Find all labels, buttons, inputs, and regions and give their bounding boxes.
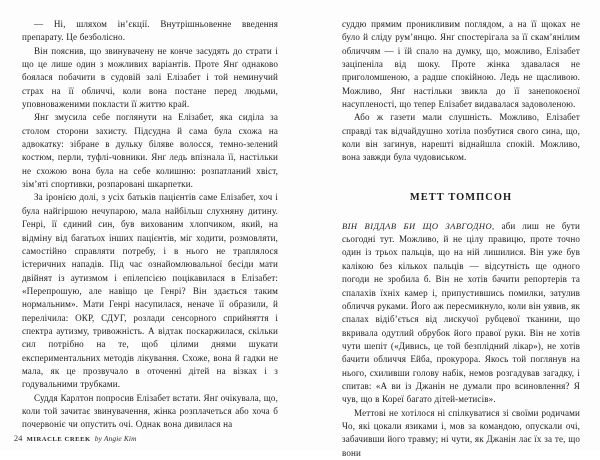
left-page-column: [0, 0, 300, 451]
footer-byline: by Angie Kim: [94, 434, 137, 443]
opening-paragraph-rest: аби лиш не бути сьогодні тут. Можливо, й не цілу правицю, проте точно один із трьох пальців, що на ній лишилися. Він уже був калікою без кількох пальців — відсутність ще одного погоди не зробила б. Він не хотів бачити репортерів та спалахів їхніх камер і, припустившись помилки, затулив обличчя руками. Його аж пересмикнуло, коли він уявив, як спалах відіб’ється від лискучої рубцевої тканини, що вкривала одутлий обрубок його правої руки. Він не хотів чути шепіт («Дивись, це той безплідний лікар»), не хотів бачити обличчя Ейба, прокурора. Якось той поглянув на нього, схиливши голову набік, немов розгадував загадку, і спитав: «А ви із Джанін не думали про всиновлення? Я чув, що в Кореї багато дітей-метисів».: [342, 220, 581, 405]
folio-page-number: 24: [14, 434, 23, 443]
chapter-opening-paragraph: [342, 220, 580, 407]
right-column-body-bottom: [342, 220, 580, 460]
footer-book-title: MIRACLE CREEK: [26, 436, 91, 443]
right-column-body-top: [342, 18, 580, 165]
paragraph-continued: суддю прямим проникливим поглядом, а на її щоках не було й сліду рум’янцю. Янґ спостерігала за її скам’янілим обличчям — і їй спало на думку, що, можливо, Елізабет заціпеніла від шоку. Проте жінка здавалася не приголомшеною, а радше спокійною. Ледь не щасливою. Можливо, Янґ настільки звикла до її занепокоєної насупленості, що тепер Елізабет видавалася задоволеною.: [342, 19, 580, 110]
left-column-body: [22, 18, 278, 432]
page-footer: [14, 434, 137, 443]
paragraph: Або ж газети мали слушність. Можливо, Елізабет справді так відчайдушно хотіла позбутися свого сина, що, коли він загинув, нарешті віднайшла спокій. Можливо, вона завжди була чудовиськом.: [342, 112, 580, 163]
paragraph: Меттові не хотілося ні спілкуватися зі своїми родичами Чо, які цокали язиками і, мов за командою, опускали очі, забачивши його травму; ні чути, як Джанін лає їх за те, що вони: [342, 407, 580, 458]
paragraph: Янґ змусила себе поглянути на Елізабет, яка сиділа за столом сторони захисту. Підсудна й сама була схожа на адвокатку: зібране в дульку біляве волосся, темно-зелений костюм, перли, туфлі-човники. Янґ ледь впізнала її, настільки не схожою вона була на себе колишню: розпатланий хвіст, зім’яті спортивки, розпаровані шкарпетки.: [22, 112, 278, 190]
chapter-heading: МЕТТ ТОМПСОН: [409, 191, 513, 203]
paragraph: Суддя Карлтон попросив Елізабет встати. Янґ очікувала, що, коли той зачитає звинувачення, жінка розплачеться або хоча б почервоніє чи опустить очі. Однак вона дивилася на: [22, 392, 278, 430]
right-page-column: [300, 0, 600, 458]
paragraph: Він пояснив, що звинувачену не конче засудять до страти і що це лише один з можливих варіантів. Проте Янґ однаково боялася побачити в судовій залі Елізабет і той неминучий страх на її обличчі, коли вона постане перед людьми, уповноваженими покласти її життю край.: [22, 45, 278, 110]
paragraph: — Ні, шляхом ін’єкції. Внутрішньовенне введення препарату. Це безболісно.: [22, 19, 278, 43]
opening-small-caps: ВІН ВІДДАВ БИ ЩО ЗАВГОДНО,: [342, 220, 495, 231]
paragraph: За іронією долі, з усіх батьків пацієнтів саме Елізабет, хоч і була найгіршою нечупарою, мала найбільш слухняну дитину. Генрі, її єдиний син, був вихованим хлопчиком, який, на відміну від багатьох інших пацієнтів, міг ходити, розмовляти, самостійно справляти потребу, і в нього не траплялося істеричних нападів. Під час ознайомлювальної бесіди мати двійнят із аутизмом і епілепсією поцікавилася в Елізабет: «Перепрошую, але навіщо це Генрі? Він здається таким нормальним». Мати Генрі насупилася, неначе її образили, й перелічила: ОКР, СДУГ, розлади сенсорного сприйняття і спектра аутизму, тривожність. А відтак поскаржилася, скільки сил потрібно на те, щоб цілими днями шукати експериментальних методів лікування. Схоже, вона й гадки не мала, як це прозвучало в оточенні дітей на візках і з годувальними трубками.: [22, 192, 278, 390]
